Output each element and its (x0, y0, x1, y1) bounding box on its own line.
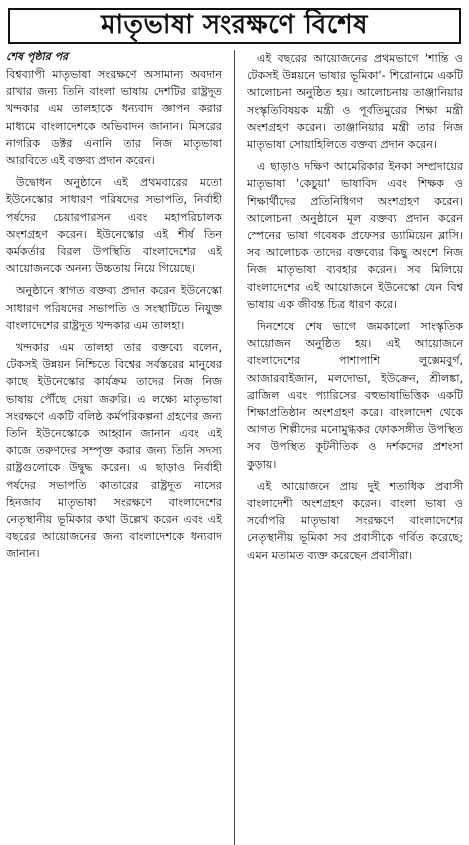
continued-from-label: শেষ পৃষ্ঠার পর (6, 50, 69, 63)
paragraph: অনুষ্ঠানে স্বাগত বক্তব্য প্রদান করেন ইউনেস্কো সাধারণ পরিষদের সভাপতি ও সংস্থাটিতে নিযুক্ত বাংলাদেশের রাষ্ট্রদূত খন্দকার এম তালহা। (6, 284, 222, 332)
paragraph: এই বছরের আয়োজনের প্রথমভাগে 'শান্তি ও টেকসই উন্নয়নে ভাষার ভূমিকা'- শিরোনামে একটি আলোচনা অনুষ্ঠিত হয়। আলোচনায় তাঞ্জানিয়ার সংস্কৃতিবিষয়ক মন্ত্রী ও পূর্বতিমুরের শিক্ষা মন্ত্রী অংশগ্রহণ করেন। তাঞ্জানিয়ার মন্ত্রী তার নিজ মাতৃভাষা সোয়াহিলিতে বক্তব্য প্রদান করেন। (247, 52, 463, 152)
article-columns (6, 50, 463, 845)
paragraph: দিনশেষে শেষ ভাগে জমকালো সাংস্কৃতিক আয়োজন অনুষ্ঠিত হয়। এই আয়োজনে বাংলাদেশের পাশাপাশি লুক্সেমবুর্গ, আজারবাইজান, মলদোভা, ইউক্রেন, শ্রীলঙ্কা, ব্রাজিল এবং প্যারিসের বহুভাষাভিত্তিক একটি শিক্ষাপ্রতিষ্ঠান অংশগ্রহণ করে। বাংলাদেশ থেকে আগত শিল্পীদের মনোমুগ্ধকর ফোকসঙ্গীত উপস্থিত সব উপস্থিত কূটনীতিক ও দর্শকদের প্রশংসা কুড়ায়। (247, 320, 463, 471)
paragraph: খন্দকার এম তালহা তার বক্তব্যে বলেন, টেকসই উন্নয়ন নিশ্চিতে বিশ্বের সর্বস্তরের মানুষের কাছে ইউনেস্কোর কার্যক্রম তাদের নিজ নিজ ভাষায় পৌঁছে দেয়া জরুরি। এ লক্ষ্যে মাতৃভাষা সংরক্ষণে একটি বলিষ্ঠ কর্মপরিকল্পনা গ্রহণের জন্য তিনি ইউনেস্কোকে আহ্বান জানান এবং এই কাজে তরুণদের সম্পৃক্ত করার জন্য তিনি সদস্য রাষ্ট্রগুলোকে উদ্বুদ্ধ করেন। এ ছাড়াও নির্বাহী পর্ষদের সভাপতি কাতারের রাষ্ট্রদূত নাসের হিনজাব মাতৃভাষা সংরক্ষণে বাংলাদেশের নেতৃস্থানীয় ভূমিকার কথা উল্লেখ করেন এবং এই বছরের আয়োজনের জন্য বাংলাদেশকে ধন্যবাদ জানান। (6, 341, 222, 561)
right-column (247, 50, 463, 845)
paragraph: এই আয়োজনে প্রায় দুই শতাধিক প্রবাসী বাংলাদেশী অংশগ্রহণ করেন। বাংলা ভাষা ও সর্বোপরি মাতৃভাষা সংরক্ষণে বাংলাদেশের নেতৃস্থানীয় ভূমিকা সব প্রবাসীকে গর্বিত করেছে; এমন মতামত ব্যক্ত করেছেন প্রবাসীরা। (247, 479, 463, 562)
column-divider (234, 50, 235, 845)
paragraph: উদ্বোধন অনুষ্ঠানে এই প্রথমবারের মতো ইউনেস্কোর সাধারণ পরিষদের সভাপতি, নির্বাহী পর্ষদের চেয়ারপারসন এবং মহাপরিচালক অংশগ্রহণ করেন। ইউনেস্কোর এই শীর্ষ তিন কর্মকর্তার বিরল উপস্থিতি বাংলাদেশের এই আয়োজনকে অনন্য উচ্চতায় নিয়ে গিয়েছে। (6, 176, 222, 276)
paragraph: এ ছাড়াও দক্ষিণ আমেরিকার ইনকা সম্প্রদায়ের মাতৃভাষা 'কেচুয়া' ভাষাবিদ এবং শিক্ষক ও শিক্ষার্থীদের প্রতিনিধিগণ অংশগ্রহণ করেন। আলোচনা অনুষ্ঠানে মূল বক্তব্য প্রদান করেন স্পেনের ভাষা গবেষক প্রফেসর ড্যামিয়েন ব্লাসি। সব আলোচক তাদের বক্তব্যের কিছু অংশে নিজ নিজ মাতৃভাষা ব্যবহার করেন। সব মিলিয়ে বাংলাদেশের এই আয়োজনে ইউনেস্কো যেন বিশ্ব ভাষায় এক জীবন্ত চিত্র ধারণ করে। (247, 160, 463, 311)
headline: মাতৃভাষা সংরক্ষণে বিশেষ (8, 8, 461, 44)
left-column (6, 50, 222, 845)
paragraph: বিশ্বব্যাপী মাতৃভাষা সংরক্ষণে অসামান্য অবদান রাখার জন্য তিনি বাংলা ভাষায় দেশটির রাষ্ট্রদূত খন্দকার এম তালহাকে ধন্যবাদ জ্ঞাপন করার মাধ্যমে বাংলাদেশকে অভিবাদন জানান। মিসরের নাগরিক ডক্টর এনানি তার নিজ মাতৃভাষা আরবিতে এই বক্তব্য প্রদান করেন। (6, 68, 222, 168)
